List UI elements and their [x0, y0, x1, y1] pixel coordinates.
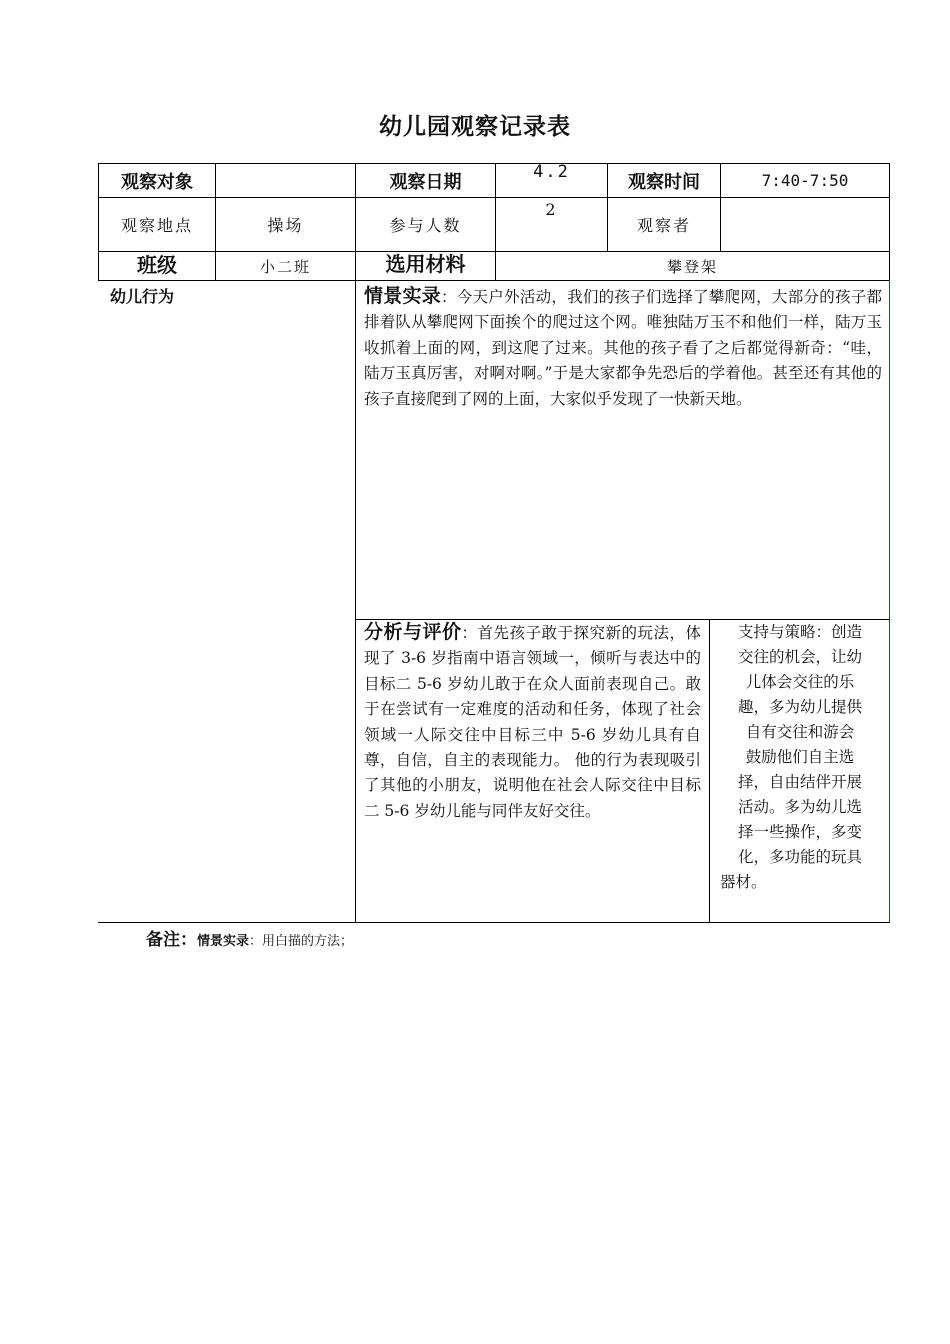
strategy-line: 择一些操作，多变 [737, 823, 862, 841]
strategy-line: 化，多功能的玩具 [737, 848, 862, 866]
strategy-line: 趣，多为幼儿提供 [737, 698, 862, 716]
note-label: 备注： [146, 930, 197, 950]
class-label: 班级 [137, 253, 177, 277]
subject-value [216, 164, 355, 197]
strategy-line: 支持与策略：创造 [737, 623, 862, 641]
strategy-line: 鼓励他们自主选 [745, 748, 855, 766]
date-value: 4.2 [533, 162, 570, 182]
scene-heading: 情景实录 [364, 285, 442, 307]
scene-record [364, 284, 882, 412]
participants-label: 参与人数 [389, 216, 462, 235]
analysis [364, 620, 701, 824]
participants-value: 2 [545, 199, 558, 219]
time-value: 7:40-7:50 [761, 171, 849, 190]
note [146, 925, 353, 950]
strategy-line: 儿体会交往的乐 [745, 673, 855, 691]
strategy-line: 择，自由结伴开展 [737, 773, 862, 791]
material-label: 选用材料 [385, 252, 466, 276]
note-bold: 情景实录 [197, 934, 250, 949]
strategy [716, 620, 884, 895]
class-value: 小二班 [259, 257, 311, 276]
note-text: ：用白描的方法； [249, 934, 354, 949]
strategy-line: 交往的机会，让幼 [737, 648, 862, 666]
material-value: 攀登架 [666, 257, 718, 276]
scene-text: ：今天户外活动，我们的孩子们选择了攀爬网，大部分的孩子都排着队从攀爬网下面挨个的爬过这个网。唯独陆万玉不和他们一样，陆万玉收抓着上面的网，到这爬了过来。其他的孩子看了之后都觉得新奇：“哇，陆万玉真厉害，对啊对啊。”于是大家都争先恐后的学着他。甚至还有其他的孩子直接爬到了网的上面，大家似乎发现了一快新天地。 [364, 288, 882, 408]
behavior-label: 幼儿行为 [110, 287, 175, 306]
date-label: 观察日期 [389, 171, 462, 193]
location-value: 操场 [267, 216, 304, 235]
page-title: 幼儿园观察记录表 [379, 114, 571, 140]
strategy-line: 活动。多为幼儿选 [737, 798, 862, 816]
location-label: 观察地点 [120, 216, 193, 235]
observer-label: 观察者 [636, 216, 691, 235]
analysis-text: ：首先孩子敢于探究新的玩法，体现了 3-6 岁指南中语言领域一，倾听与表达中的目标二 5-6 岁幼儿敢于在众人面前表现自己。敢于在尝试有一定难度的活动和任务，体现了社会领域一人际交往中目标三中 5-6 岁幼儿具有自尊，自信，自主的表现能力。 他的行为表现吸引了其他的小朋友，说明他在社会人际交往中目标二 5-6 岁幼儿能与同伴友好交往。 [364, 624, 701, 820]
strategy-line: 自有交往和游会 [745, 723, 855, 741]
observer-value [721, 198, 889, 251]
strategy-line: 器材。 [720, 873, 767, 891]
subject-label: 观察对象 [121, 171, 193, 193]
time-label: 观察时间 [628, 171, 700, 193]
analysis-heading: 分析与评价 [364, 621, 462, 643]
